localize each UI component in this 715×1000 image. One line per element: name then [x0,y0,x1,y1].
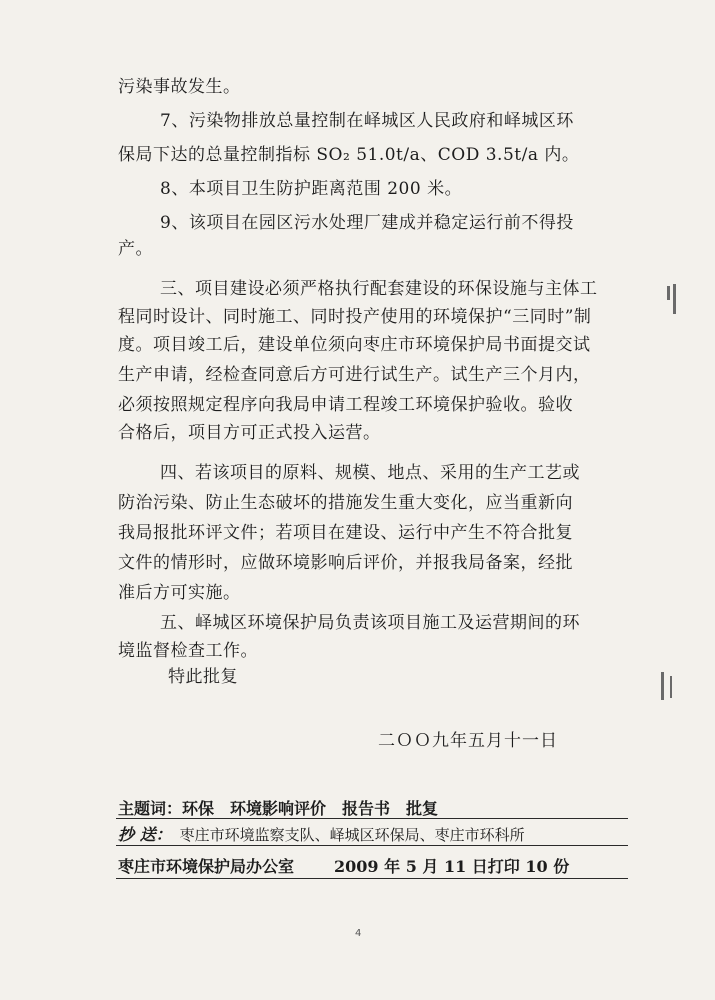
issue-date: 二ＯＯ九年五月十一日 [378,731,558,751]
page-number: 4 [355,928,362,939]
body-line-14: 防治污染、防止生态破坏的措施发生重大变化，应当重新向 [118,493,573,513]
scan-mark-upper-2 [673,284,676,314]
body-line-7: 三、项目建设必须严格执行配套建设的环保设施与主体工 [160,279,598,299]
body-line-17: 准后方可实施。 [118,583,241,603]
scan-mark-lower-2 [670,676,672,698]
body-line-10: 生产申请，经检查同意后方可进行试生产。试生产三个月内， [118,365,591,385]
body-line-6: 产。 [118,239,153,259]
issuer-office: 枣庄市环境保护局办公室 [118,857,295,876]
body-line-15: 我局报批环评文件；若项目在建设、运行中产生不符合批复 [118,523,573,543]
body-line-13: 四、若该项目的原料、规模、地点、采用的生产工艺或 [160,463,580,483]
closing-line: 特此批复 [168,667,238,687]
body-line-12: 合格后，项目方可正式投入运营。 [118,423,381,443]
cc-label: 抄 送： [118,825,172,844]
issuer-row [118,854,569,877]
body-line-11: 必须按照规定程序向我局申请工程竣工环境保护验收。验收 [118,395,573,415]
print-info: 2009 年 5 月 11 日打印 10 份 [334,857,570,876]
scan-mark-lower [661,672,664,700]
subject-keywords: 主题词：环保 环境影响评价 报告书 批复 [118,799,439,818]
body-line-18: 五、峄城区环境保护局负责该项目施工及运营期间的环 [160,613,580,633]
body-line-2: 7、污染物排放总量控制在峄城区人民政府和峄城区环 [160,111,574,131]
footer-rule-middle [116,845,628,846]
body-line-1: 污染事故发生。 [118,77,241,97]
footer-rule-top [116,818,628,819]
body-line-4: 8、本项目卫生防护距离范围 200 米。 [160,179,463,199]
body-line-8: 程同时设计、同时施工、同时投产使用的环境保护“三同时”制 [118,307,592,327]
cc-row [118,822,525,845]
body-line-9: 度。项目竣工后，建设单位须向枣庄市环境保护局书面提交试 [118,335,591,355]
body-line-5: 9、该项目在园区污水处理厂建成并稳定运行前不得投 [160,213,574,233]
body-line-16: 文件的情形时，应做环境影响后评价，并报我局备案，经批 [118,553,573,573]
footer-rule-bottom [116,878,628,879]
body-line-3: 保局下达的总量控制指标 SO₂ 51.0t/a、COD 3.5t/a 内。 [118,145,580,165]
cc-recipients: 枣庄市环境监察支队、峄城区环保局、枣庄市环科所 [179,826,525,844]
scan-mark-upper [667,286,670,300]
body-line-19: 境监督检查工作。 [118,641,258,661]
